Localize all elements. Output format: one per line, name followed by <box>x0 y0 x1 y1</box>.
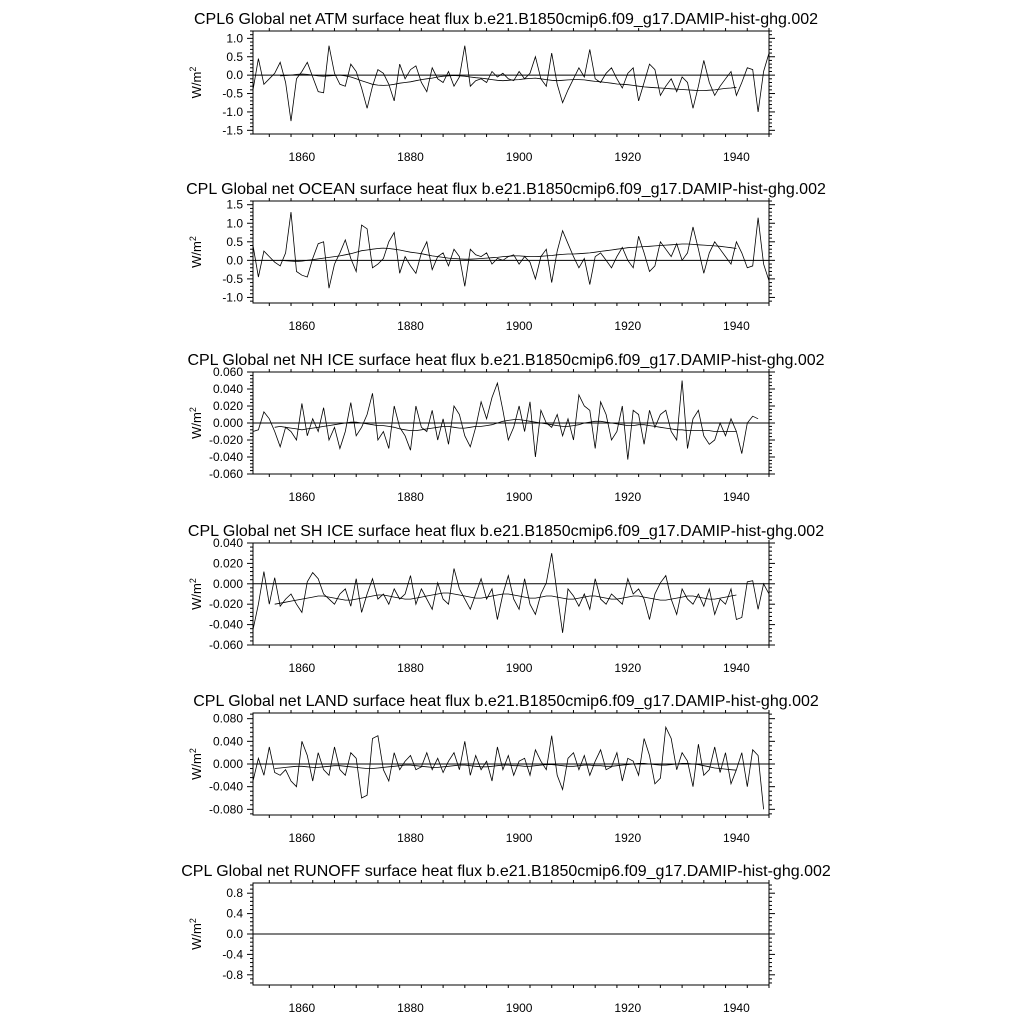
x-tick-label: 1900 <box>505 1001 533 1015</box>
y-tick-label: 0.000 <box>212 576 243 591</box>
y-axis-label <box>188 236 204 268</box>
y-axis-unit: W/m <box>189 71 204 99</box>
y-axis-unit: W/m <box>189 241 204 268</box>
y-tick-label: -0.4 <box>222 947 243 962</box>
x-tick-label: 1940 <box>723 150 750 164</box>
y-tick-label: -0.080 <box>208 802 243 817</box>
y-tick-label: 0.000 <box>212 757 243 771</box>
y-tick-label: 0.060 <box>212 365 243 379</box>
panel-1 <box>188 11 818 164</box>
y-axis-unit: W/m <box>189 753 204 780</box>
y-tick-label: 0.4 <box>226 906 243 921</box>
x-tick-label: 1880 <box>397 150 424 164</box>
plot-frame <box>253 543 769 645</box>
y-axis-label <box>188 578 204 610</box>
series-line-annual <box>253 46 769 121</box>
y-tick-label: -0.040 <box>208 450 243 464</box>
series-line-annual <box>253 381 758 460</box>
y-axis-unit-exponent: 2 <box>188 407 198 413</box>
x-tick-label: 1900 <box>505 831 533 845</box>
x-tick-label: 1900 <box>505 319 533 333</box>
y-tick-label: 0.040 <box>212 382 243 396</box>
panel-3 <box>187 352 824 504</box>
y-tick-label: 1.0 <box>226 216 243 231</box>
x-tick-label: 1880 <box>397 1001 424 1015</box>
y-tick-label: 0.000 <box>212 416 243 430</box>
y-axis-label <box>188 748 204 780</box>
series-line-annual <box>253 727 764 809</box>
series-line-annual <box>253 212 769 288</box>
y-tick-label: 1.5 <box>226 197 243 212</box>
x-tick-label: 1900 <box>505 150 533 164</box>
y-tick-label: -0.020 <box>208 597 243 612</box>
y-tick-label: -1.5 <box>222 123 243 138</box>
x-tick-label: 1940 <box>723 490 750 504</box>
x-tick-label: 1880 <box>397 490 424 504</box>
series-line-smoothed <box>280 74 736 91</box>
x-tick-label: 1860 <box>288 150 316 164</box>
panel-6 <box>181 863 831 1015</box>
panel-title: CPL Global net OCEAN surface heat flux b.e21.B1850cmip6.f09_g17.DAMIP-hist-ghg.002 <box>186 181 826 198</box>
x-tick-label: 1920 <box>614 490 642 504</box>
y-axis-unit-exponent: 2 <box>188 748 198 754</box>
y-axis-unit-exponent: 2 <box>188 236 198 242</box>
y-tick-label: -0.8 <box>222 967 243 982</box>
x-tick-label: 1860 <box>288 1001 316 1015</box>
y-axis-label <box>188 407 204 439</box>
y-axis-label <box>188 918 204 950</box>
y-axis-unit: W/m <box>189 923 204 950</box>
y-tick-label: 0.8 <box>226 886 243 901</box>
y-tick-label: 0.0 <box>226 253 243 268</box>
panel-title: CPL Global net SH ICE surface heat flux b.e21.B1850cmip6.f09_g17.DAMIP-hist-ghg.002 <box>187 523 825 540</box>
x-tick-label: 1900 <box>505 490 533 504</box>
y-tick-label: 0.5 <box>226 49 243 64</box>
x-tick-label: 1940 <box>723 1001 750 1015</box>
y-tick-label: 0.0 <box>226 927 243 941</box>
x-tick-label: 1940 <box>723 831 750 845</box>
y-tick-label: -1.0 <box>222 290 243 305</box>
y-axis-unit: W/m <box>189 583 204 610</box>
y-tick-label: -0.5 <box>222 86 243 101</box>
plot-frame <box>253 31 769 134</box>
x-tick-label: 1940 <box>723 319 750 333</box>
panel-title: CPL Global net NH ICE surface heat flux b.e21.B1850cmip6.f09_g17.DAMIP-hist-ghg.002 <box>187 352 825 369</box>
y-tick-label: -0.060 <box>208 638 243 652</box>
x-tick-label: 1920 <box>614 150 642 164</box>
panel-title: CPL Global net LAND surface heat flux b.e21.B1850cmip6.f09_g17.DAMIP-hist-ghg.002 <box>193 693 819 710</box>
panel-5 <box>188 693 819 845</box>
y-tick-label: 0.020 <box>212 399 243 413</box>
y-tick-label: 0.080 <box>212 711 243 726</box>
x-tick-label: 1860 <box>288 831 316 845</box>
x-tick-label: 1860 <box>288 661 316 675</box>
x-tick-label: 1860 <box>288 490 316 504</box>
y-tick-label: -0.5 <box>222 271 243 286</box>
x-tick-label: 1940 <box>723 661 750 675</box>
y-tick-label: -1.0 <box>222 104 243 119</box>
y-tick-label: -0.040 <box>208 617 243 632</box>
plot-frame <box>253 201 769 303</box>
y-tick-label: 0.040 <box>212 734 243 749</box>
series-line-smoothed <box>275 593 737 604</box>
y-axis-unit-exponent: 2 <box>188 578 198 584</box>
x-tick-label: 1920 <box>614 661 642 675</box>
y-axis-unit: W/m <box>189 412 204 439</box>
x-tick-label: 1880 <box>397 661 424 675</box>
y-tick-label: 0.020 <box>212 556 243 571</box>
panel-title: CPL Global net RUNOFF surface heat flux b.e21.B1850cmip6.f09_g17.DAMIP-hist-ghg.002 <box>181 863 831 880</box>
panel-4 <box>188 523 824 675</box>
y-tick-label: 1.0 <box>226 31 243 46</box>
y-tick-label: 0.5 <box>226 234 243 249</box>
x-tick-label: 1880 <box>397 319 424 333</box>
panel-title: CPL6 Global net ATM surface heat flux b.e21.B1850cmip6.f09_g17.DAMIP-hist-ghg.002 <box>193 11 819 28</box>
x-tick-label: 1900 <box>505 661 533 675</box>
panel-2 <box>186 181 826 333</box>
y-tick-label: -0.040 <box>208 779 243 794</box>
y-axis-unit-exponent: 2 <box>188 918 198 924</box>
y-axis-label <box>188 67 204 99</box>
x-tick-label: 1920 <box>614 319 642 333</box>
series-line-annual <box>253 553 769 633</box>
y-tick-label: -0.020 <box>208 433 243 447</box>
y-tick-label: 0.0 <box>226 68 243 83</box>
x-tick-label: 1920 <box>614 1001 642 1015</box>
y-axis-unit-exponent: 2 <box>188 66 198 72</box>
y-tick-label: -0.060 <box>208 467 243 481</box>
x-tick-label: 1860 <box>288 319 316 333</box>
x-tick-label: 1880 <box>397 831 424 845</box>
y-tick-label: 0.040 <box>212 536 243 550</box>
x-tick-label: 1920 <box>614 831 642 845</box>
